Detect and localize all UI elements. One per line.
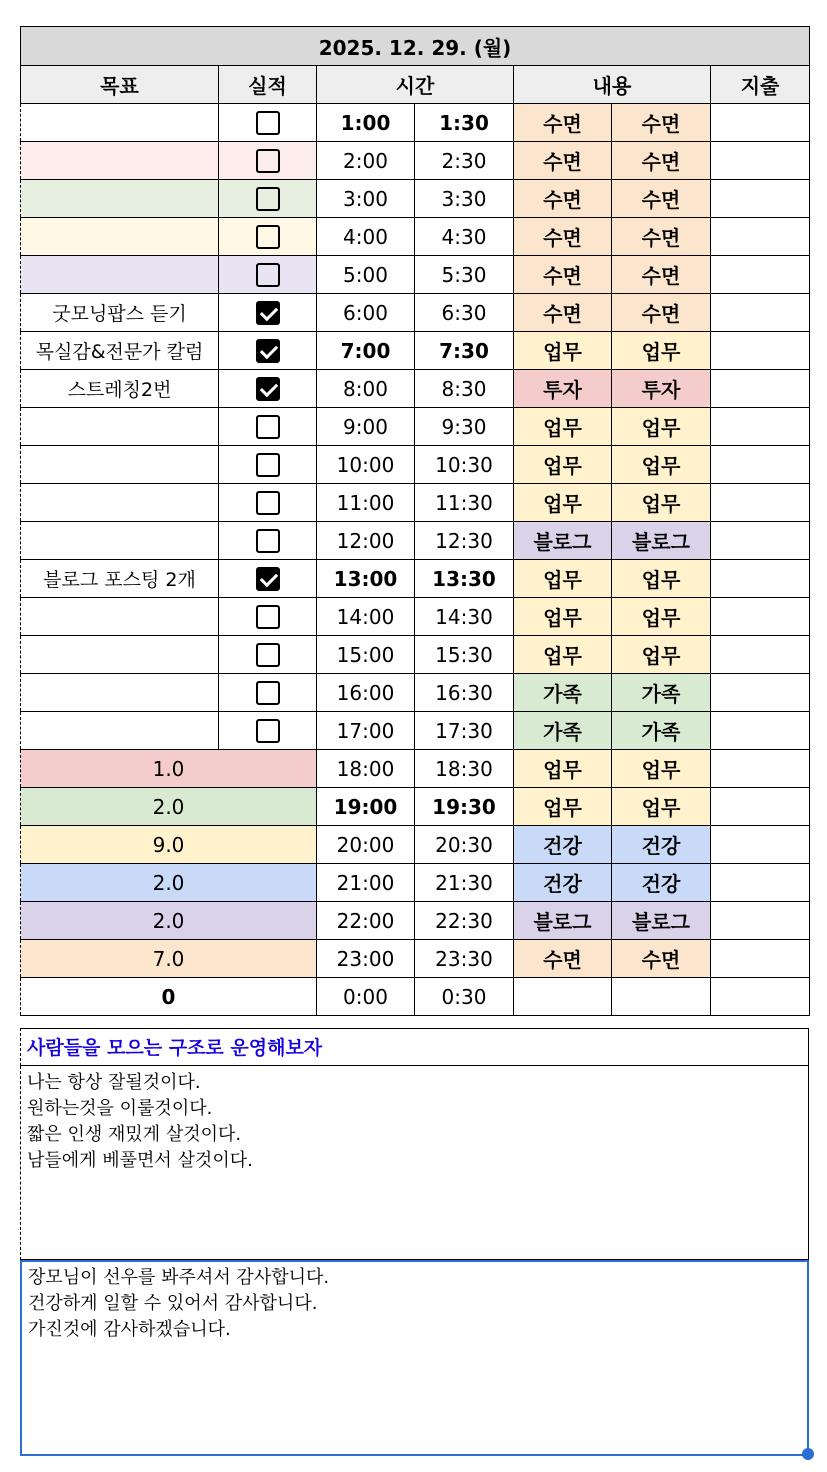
time-half-cell[interactable]: 5:30 xyxy=(415,256,514,294)
time-start-cell[interactable]: 1:00 xyxy=(317,104,415,142)
goal-cell[interactable]: 목실감&전문가 칼럼 xyxy=(21,332,219,370)
activity-cell[interactable]: 업무 xyxy=(612,750,711,788)
activity-cell[interactable]: 수면 xyxy=(612,180,711,218)
activity-cell[interactable] xyxy=(514,978,612,1016)
time-half-cell[interactable]: 16:30 xyxy=(415,674,514,712)
activity-cell[interactable]: 업무 xyxy=(514,750,612,788)
expense-cell[interactable] xyxy=(711,256,810,294)
summary-cell[interactable]: 9.0 xyxy=(21,826,317,864)
time-start-cell[interactable]: 11:00 xyxy=(317,484,415,522)
header-expense[interactable]: 지출 xyxy=(711,66,810,104)
time-half-cell[interactable]: 8:30 xyxy=(415,370,514,408)
schedule-row xyxy=(21,370,810,408)
activity-cell[interactable]: 업무 xyxy=(612,598,711,636)
checkbox-icon[interactable] xyxy=(256,643,280,667)
time-start-cell[interactable]: 7:00 xyxy=(317,332,415,370)
activity-cell[interactable]: 업무 xyxy=(612,408,711,446)
activity-cell[interactable]: 블로그 xyxy=(514,522,612,560)
schedule-row xyxy=(21,142,810,180)
time-start-cell[interactable]: 16:00 xyxy=(317,674,415,712)
activity-cell[interactable]: 건강 xyxy=(612,826,711,864)
thanks-line: 장모님이 선우를 봐주셔서 감사합니다. xyxy=(28,1267,330,1288)
expense-cell[interactable] xyxy=(711,522,810,560)
schedule-row xyxy=(21,674,810,712)
selection-fill-handle[interactable] xyxy=(802,1448,814,1460)
activity-cell[interactable]: 업무 xyxy=(612,636,711,674)
expense-cell[interactable] xyxy=(711,598,810,636)
schedule-row xyxy=(21,560,810,598)
activity-cell[interactable]: 업무 xyxy=(612,446,711,484)
memo-line: 짧은 인생 재밌게 살것이다. xyxy=(27,1124,242,1145)
expense-cell[interactable] xyxy=(711,788,810,826)
goal-cell[interactable]: 굿모닝팝스 듣기 xyxy=(21,294,219,332)
activity-cell[interactable]: 업무 xyxy=(514,408,612,446)
activity-cell[interactable]: 수면 xyxy=(612,294,711,332)
schedule-row xyxy=(21,940,810,978)
checkbox-icon[interactable] xyxy=(256,453,280,477)
schedule-row xyxy=(21,978,810,1016)
time-half-cell[interactable]: 2:30 xyxy=(415,142,514,180)
activity-cell[interactable]: 블로그 xyxy=(514,902,612,940)
activity-cell[interactable]: 수면 xyxy=(612,940,711,978)
activity-cell[interactable]: 투자 xyxy=(514,370,612,408)
time-half-cell[interactable]: 10:30 xyxy=(415,446,514,484)
summary-cell[interactable]: 2.0 xyxy=(21,864,317,902)
activity-cell[interactable]: 투자 xyxy=(612,370,711,408)
result-checkbox-cell[interactable] xyxy=(219,446,317,484)
result-checkbox-cell[interactable] xyxy=(219,560,317,598)
goal-cell[interactable] xyxy=(21,142,219,180)
checkbox-icon[interactable] xyxy=(256,719,280,743)
expense-cell[interactable] xyxy=(711,180,810,218)
schedule-row xyxy=(21,902,810,940)
time-half-cell[interactable]: 15:30 xyxy=(415,636,514,674)
activity-cell[interactable]: 수면 xyxy=(612,104,711,142)
time-half-cell[interactable]: 22:30 xyxy=(415,902,514,940)
time-start-cell[interactable]: 5:00 xyxy=(317,256,415,294)
checkbox-icon[interactable] xyxy=(256,111,280,135)
checkbox-icon[interactable] xyxy=(256,681,280,705)
activity-cell[interactable]: 가족 xyxy=(514,712,612,750)
time-start-cell[interactable]: 2:00 xyxy=(317,142,415,180)
result-checkbox-cell[interactable] xyxy=(219,408,317,446)
time-start-cell[interactable]: 10:00 xyxy=(317,446,415,484)
checkbox-icon[interactable] xyxy=(256,415,280,439)
header-time[interactable]: 시간 xyxy=(317,66,514,104)
checked-checkbox-icon[interactable] xyxy=(256,567,280,591)
schedule-row xyxy=(21,636,810,674)
checkbox-icon[interactable] xyxy=(256,605,280,629)
goal-cell[interactable] xyxy=(21,104,219,142)
schedule-row xyxy=(21,484,810,522)
schedule-row xyxy=(21,826,810,864)
time-half-cell[interactable]: 23:30 xyxy=(415,940,514,978)
schedule-row xyxy=(21,788,810,826)
activity-cell[interactable]: 업무 xyxy=(612,484,711,522)
expense-cell[interactable] xyxy=(711,712,810,750)
time-half-cell[interactable]: 21:30 xyxy=(415,864,514,902)
schedule-row xyxy=(21,104,810,142)
goal-cell[interactable] xyxy=(21,598,219,636)
goal-cell[interactable] xyxy=(21,408,219,446)
activity-cell[interactable]: 수면 xyxy=(514,180,612,218)
activity-cell[interactable]: 수면 xyxy=(612,218,711,256)
gratitude-cell-selected[interactable] xyxy=(20,1260,809,1456)
expense-cell[interactable] xyxy=(711,408,810,446)
schedule-row xyxy=(21,294,810,332)
expense-cell[interactable] xyxy=(711,142,810,180)
checked-checkbox-icon[interactable] xyxy=(256,377,280,401)
time-start-cell[interactable]: 12:00 xyxy=(317,522,415,560)
checkbox-icon[interactable] xyxy=(256,149,280,173)
schedule-row xyxy=(21,408,810,446)
schedule-row xyxy=(21,522,810,560)
schedule-row xyxy=(21,446,810,484)
activity-cell[interactable]: 블로그 xyxy=(612,902,711,940)
time-half-cell[interactable]: 0:30 xyxy=(415,978,514,1016)
time-start-cell[interactable]: 3:00 xyxy=(317,180,415,218)
thanks-line: 건강하게 일할 수 있어서 감사합니다. xyxy=(28,1293,318,1314)
activity-cell[interactable]: 업무 xyxy=(514,788,612,826)
schedule-row xyxy=(21,218,810,256)
activity-cell[interactable]: 수면 xyxy=(514,940,612,978)
activity-cell[interactable]: 업무 xyxy=(514,560,612,598)
result-checkbox-cell[interactable] xyxy=(219,712,317,750)
time-half-cell[interactable]: 7:30 xyxy=(415,332,514,370)
thanks-line: 가진것에 감사하겠습니다. xyxy=(28,1319,231,1340)
date-title[interactable]: 2025. 12. 29. (월) xyxy=(21,27,810,66)
time-start-cell[interactable]: 23:00 xyxy=(317,940,415,978)
activity-cell[interactable]: 수면 xyxy=(514,218,612,256)
result-checkbox-cell[interactable] xyxy=(219,218,317,256)
activity-cell[interactable]: 건강 xyxy=(514,826,612,864)
time-start-cell[interactable]: 17:00 xyxy=(317,712,415,750)
result-checkbox-cell[interactable] xyxy=(219,332,317,370)
checked-checkbox-icon[interactable] xyxy=(256,301,280,325)
activity-cell[interactable]: 가족 xyxy=(514,674,612,712)
time-start-cell[interactable]: 20:00 xyxy=(317,826,415,864)
activity-cell[interactable]: 건강 xyxy=(514,864,612,902)
activity-cell[interactable]: 수면 xyxy=(612,256,711,294)
memo-line: 나는 항상 잘될것이다. xyxy=(27,1072,201,1093)
time-half-cell[interactable]: 9:30 xyxy=(415,408,514,446)
time-start-cell[interactable]: 6:00 xyxy=(317,294,415,332)
summary-cell[interactable]: 0 xyxy=(21,978,317,1016)
schedule-row xyxy=(21,332,810,370)
time-half-cell[interactable]: 3:30 xyxy=(415,180,514,218)
expense-cell[interactable] xyxy=(711,636,810,674)
expense-cell[interactable] xyxy=(711,484,810,522)
planner-sheet xyxy=(20,26,809,1016)
time-start-cell[interactable]: 18:00 xyxy=(317,750,415,788)
goal-cell[interactable]: 스트레칭2번 xyxy=(21,370,219,408)
activity-cell[interactable]: 업무 xyxy=(514,332,612,370)
result-checkbox-cell[interactable] xyxy=(219,522,317,560)
summary-cell[interactable]: 1.0 xyxy=(21,750,317,788)
expense-cell[interactable] xyxy=(711,940,810,978)
time-start-cell[interactable]: 22:00 xyxy=(317,902,415,940)
expense-cell[interactable] xyxy=(711,674,810,712)
activity-cell[interactable]: 가족 xyxy=(612,712,711,750)
checkbox-icon[interactable] xyxy=(256,491,280,515)
activity-cell[interactable]: 수면 xyxy=(514,104,612,142)
goal-cell[interactable] xyxy=(21,636,219,674)
activity-cell[interactable]: 업무 xyxy=(514,598,612,636)
time-start-cell[interactable]: 9:00 xyxy=(317,408,415,446)
goal-cell[interactable] xyxy=(21,712,219,750)
schedule-row xyxy=(21,256,810,294)
time-half-cell[interactable]: 12:30 xyxy=(415,522,514,560)
expense-cell[interactable] xyxy=(711,218,810,256)
expense-cell[interactable] xyxy=(711,864,810,902)
time-half-cell[interactable]: 19:30 xyxy=(415,788,514,826)
activity-cell[interactable]: 수면 xyxy=(514,294,612,332)
slogan-cell[interactable]: 사람들을 모으는 구조로 운영해보자 xyxy=(20,1028,809,1066)
expense-cell[interactable] xyxy=(711,104,810,142)
time-half-cell[interactable]: 1:30 xyxy=(415,104,514,142)
activity-cell[interactable]: 가족 xyxy=(612,674,711,712)
expense-cell[interactable] xyxy=(711,446,810,484)
checkbox-icon[interactable] xyxy=(256,225,280,249)
activity-cell[interactable]: 업무 xyxy=(612,332,711,370)
activity-cell[interactable]: 업무 xyxy=(612,560,711,598)
checkbox-icon[interactable] xyxy=(256,187,280,211)
time-half-cell[interactable]: 18:30 xyxy=(415,750,514,788)
result-checkbox-cell[interactable] xyxy=(219,256,317,294)
goal-cell[interactable]: 블로그 포스팅 2개 xyxy=(21,560,219,598)
time-half-cell[interactable]: 11:30 xyxy=(415,484,514,522)
expense-cell[interactable] xyxy=(711,560,810,598)
time-half-cell[interactable]: 20:30 xyxy=(415,826,514,864)
schedule-row xyxy=(21,750,810,788)
goal-cell[interactable] xyxy=(21,484,219,522)
expense-cell[interactable] xyxy=(711,332,810,370)
time-half-cell[interactable]: 4:30 xyxy=(415,218,514,256)
goal-cell[interactable] xyxy=(21,674,219,712)
time-start-cell[interactable]: 19:00 xyxy=(317,788,415,826)
schedule-row xyxy=(21,598,810,636)
header-result[interactable]: 실적 xyxy=(219,66,317,104)
expense-cell[interactable] xyxy=(711,826,810,864)
checkbox-icon[interactable] xyxy=(256,529,280,553)
summary-cell[interactable]: 7.0 xyxy=(21,940,317,978)
goal-cell[interactable] xyxy=(21,522,219,560)
time-start-cell[interactable]: 4:00 xyxy=(317,218,415,256)
goal-cell[interactable] xyxy=(21,256,219,294)
time-half-cell[interactable]: 17:30 xyxy=(415,712,514,750)
memo-line: 남들에게 베풀면서 살것이다. xyxy=(27,1150,253,1171)
expense-cell[interactable] xyxy=(711,978,810,1016)
activity-cell[interactable]: 수면 xyxy=(514,256,612,294)
expense-cell[interactable] xyxy=(711,750,810,788)
activity-cell[interactable]: 블로그 xyxy=(612,522,711,560)
summary-cell[interactable]: 2.0 xyxy=(21,788,317,826)
checkbox-icon[interactable] xyxy=(256,263,280,287)
time-half-cell[interactable]: 14:30 xyxy=(415,598,514,636)
goal-cell[interactable] xyxy=(21,180,219,218)
activity-cell[interactable]: 업무 xyxy=(612,788,711,826)
time-start-cell[interactable]: 0:00 xyxy=(317,978,415,1016)
summary-cell[interactable]: 2.0 xyxy=(21,902,317,940)
activity-cell[interactable]: 업무 xyxy=(514,636,612,674)
result-checkbox-cell[interactable] xyxy=(219,636,317,674)
goal-cell[interactable] xyxy=(21,218,219,256)
result-checkbox-cell[interactable] xyxy=(219,370,317,408)
expense-cell[interactable] xyxy=(711,370,810,408)
schedule-row xyxy=(21,712,810,750)
result-checkbox-cell[interactable] xyxy=(219,294,317,332)
time-start-cell[interactable]: 21:00 xyxy=(317,864,415,902)
time-start-cell[interactable]: 13:00 xyxy=(317,560,415,598)
result-checkbox-cell[interactable] xyxy=(219,674,317,712)
schedule-row xyxy=(21,864,810,902)
header-goal[interactable]: 목표 xyxy=(21,66,219,104)
time-start-cell[interactable]: 15:00 xyxy=(317,636,415,674)
goal-cell[interactable] xyxy=(21,446,219,484)
activity-cell[interactable]: 업무 xyxy=(514,446,612,484)
expense-cell[interactable] xyxy=(711,902,810,940)
checked-checkbox-icon[interactable] xyxy=(256,339,280,363)
activity-cell[interactable]: 업무 xyxy=(514,484,612,522)
time-half-cell[interactable]: 13:30 xyxy=(415,560,514,598)
time-start-cell[interactable]: 14:00 xyxy=(317,598,415,636)
activity-cell[interactable] xyxy=(612,978,711,1016)
result-checkbox-cell[interactable] xyxy=(219,142,317,180)
header-content[interactable]: 내용 xyxy=(514,66,711,104)
memo-line: 원하는것을 이룰것이다. xyxy=(27,1098,213,1119)
result-checkbox-cell[interactable] xyxy=(219,484,317,522)
time-half-cell[interactable]: 6:30 xyxy=(415,294,514,332)
expense-cell[interactable] xyxy=(711,294,810,332)
result-checkbox-cell[interactable] xyxy=(219,180,317,218)
activity-cell[interactable]: 건강 xyxy=(612,864,711,902)
affirmation-memo-cell[interactable] xyxy=(20,1066,809,1260)
activity-cell[interactable]: 수면 xyxy=(514,142,612,180)
daily-planner-table xyxy=(20,26,810,1016)
result-checkbox-cell[interactable] xyxy=(219,104,317,142)
time-start-cell[interactable]: 8:00 xyxy=(317,370,415,408)
activity-cell[interactable]: 수면 xyxy=(612,142,711,180)
schedule-row xyxy=(21,180,810,218)
result-checkbox-cell[interactable] xyxy=(219,598,317,636)
